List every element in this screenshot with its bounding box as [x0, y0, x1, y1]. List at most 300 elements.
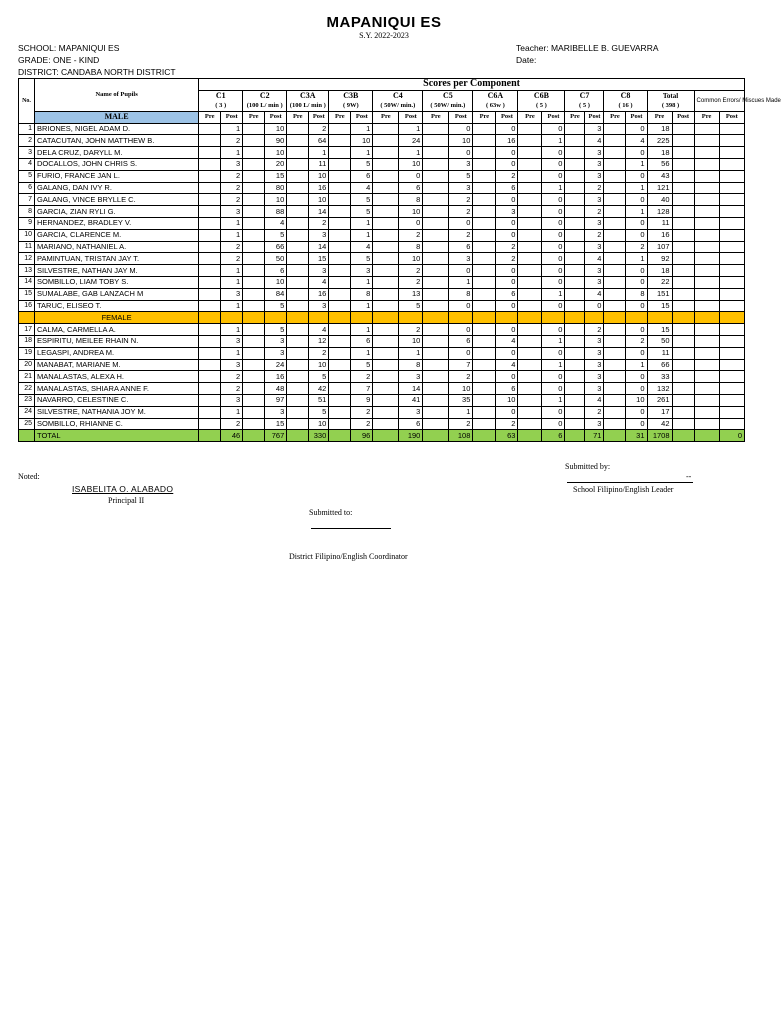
scores-table — [18, 78, 781, 442]
pre-score — [329, 335, 351, 347]
pre-score — [604, 170, 626, 182]
pre-score — [329, 359, 351, 371]
total-post-score — [672, 394, 694, 406]
pupil-name: MARIANO, NATHANIEL A. — [35, 241, 199, 253]
pre-score — [329, 288, 351, 300]
post-score: 6 — [496, 383, 518, 395]
pupil-name: SUMALABE, GAB LANZACH M — [35, 288, 199, 300]
pre-score — [473, 418, 496, 430]
pre-score — [373, 418, 399, 430]
pupil-number: 11 — [19, 241, 35, 253]
female-blank — [719, 312, 744, 324]
pre-score — [473, 194, 496, 206]
pre-score — [473, 147, 496, 159]
table-row — [19, 394, 745, 406]
pupil-number: 5 — [19, 170, 35, 182]
errors-post — [719, 241, 744, 253]
pre-score — [287, 371, 309, 383]
pre-score — [199, 265, 221, 277]
post-score: 0 — [496, 158, 518, 170]
signature-line-leader — [567, 482, 693, 483]
grand-total-post — [672, 430, 694, 442]
pre-score — [565, 288, 585, 300]
pre-score — [199, 123, 221, 135]
post-score: 2 — [351, 371, 373, 383]
total-score: 96 — [351, 430, 373, 442]
pre-score — [329, 135, 351, 147]
post-score: 11 — [309, 158, 329, 170]
pre-score — [518, 123, 542, 135]
post-score: 8 — [399, 194, 423, 206]
pupil-name: LEGASPI, ANDREA M. — [35, 347, 199, 359]
post-score: 16 — [265, 371, 287, 383]
post-score: 1 — [221, 324, 243, 336]
errors-post — [719, 217, 744, 229]
pre-score — [287, 253, 309, 265]
pre-score — [423, 324, 449, 336]
post-score: 1 — [221, 347, 243, 359]
pre-score — [329, 194, 351, 206]
pre-score — [243, 276, 265, 288]
post-score: 3 — [585, 418, 604, 430]
post-score: 16 — [309, 182, 329, 194]
post-score: 2 — [399, 324, 423, 336]
pupil-number: 18 — [19, 335, 35, 347]
errors-post — [719, 324, 744, 336]
pupil-number: 9 — [19, 217, 35, 229]
post-score: 3 — [265, 406, 287, 418]
pupil-name: MANALASTAS, ALEXA H. — [35, 371, 199, 383]
pre-header: Pre — [199, 111, 221, 123]
pupil-name: SILVESTRE, NATHANIA JOY M. — [35, 406, 199, 418]
post-score: 1 — [542, 394, 565, 406]
post-score: 2 — [449, 194, 473, 206]
pre-score — [329, 206, 351, 218]
post-score: 5 — [265, 229, 287, 241]
post-score: 1 — [221, 229, 243, 241]
post-score: 1 — [399, 147, 423, 159]
post-score: 0 — [496, 194, 518, 206]
noted-label: Noted: — [18, 472, 40, 481]
pre-score — [329, 371, 351, 383]
post-score: 1 — [221, 265, 243, 277]
pre-score — [329, 324, 351, 336]
pre-score — [473, 217, 496, 229]
total-post-score — [672, 359, 694, 371]
total-pre-score: 151 — [647, 288, 672, 300]
pre-score — [199, 217, 221, 229]
pre-score — [243, 383, 265, 395]
post-score: 0 — [585, 300, 604, 312]
pre-score — [423, 182, 449, 194]
total-header — [647, 90, 694, 111]
pre-score — [604, 123, 626, 135]
post-score: 10 — [626, 394, 647, 406]
pre-score — [473, 135, 496, 147]
errors-post — [719, 371, 744, 383]
post-score: 0 — [626, 217, 647, 229]
pre-score — [473, 324, 496, 336]
pre-score — [565, 206, 585, 218]
post-score: 0 — [542, 265, 565, 277]
post-score: 0 — [496, 276, 518, 288]
component-max: ( 50W/ min.) — [380, 101, 416, 109]
post-score: 14 — [309, 206, 329, 218]
post-score: 64 — [309, 135, 329, 147]
errors-post — [719, 135, 744, 147]
female-blank — [329, 312, 351, 324]
table-row — [19, 300, 745, 312]
component-code: C2 — [259, 90, 270, 100]
pupil-number: 12 — [19, 253, 35, 265]
pre-score — [565, 359, 585, 371]
post-score: 3 — [585, 241, 604, 253]
pre-score — [373, 158, 399, 170]
table-row — [19, 123, 745, 135]
pre-score — [199, 229, 221, 241]
pre-score — [287, 158, 309, 170]
total-post-score — [672, 135, 694, 147]
pre-score — [473, 347, 496, 359]
pre-score — [473, 300, 496, 312]
total-score: 6 — [542, 430, 565, 442]
table-row — [19, 335, 745, 347]
post-score: 0 — [542, 229, 565, 241]
pre-score — [373, 123, 399, 135]
pre-score — [423, 217, 449, 229]
pre-score — [473, 288, 496, 300]
total-post-score — [672, 123, 694, 135]
post-score: 0 — [626, 229, 647, 241]
pre-score — [473, 182, 496, 194]
pre-score — [473, 170, 496, 182]
pupil-number: 16 — [19, 300, 35, 312]
female-blank — [473, 312, 496, 324]
post-score: 2 — [221, 135, 243, 147]
post-score: 3 — [221, 158, 243, 170]
errors-post — [719, 288, 744, 300]
total-pre-score: 50 — [647, 335, 672, 347]
post-score: 15 — [265, 418, 287, 430]
pre-score — [199, 371, 221, 383]
post-score: 4 — [496, 335, 518, 347]
pre-score — [473, 359, 496, 371]
submitted-by-label: Submitted by: — [565, 462, 611, 471]
pre-score — [423, 383, 449, 395]
pupil-name: ESPIRITU, MEILEE RHAIN N. — [35, 335, 199, 347]
female-blank — [373, 312, 399, 324]
total-post-score — [672, 265, 694, 277]
female-blank — [694, 312, 719, 324]
female-blank — [585, 312, 604, 324]
pre-score — [473, 206, 496, 218]
total-pre-score: 225 — [647, 135, 672, 147]
post-score: 88 — [265, 206, 287, 218]
post-score: 1 — [542, 182, 565, 194]
post-score: 0 — [449, 347, 473, 359]
total-score: 71 — [585, 430, 604, 442]
pre-score — [287, 123, 309, 135]
pre-score — [373, 347, 399, 359]
post-header: Post — [626, 111, 647, 123]
post-score: 0 — [449, 217, 473, 229]
pre-score — [329, 170, 351, 182]
pre-score — [423, 194, 449, 206]
pre-score — [565, 265, 585, 277]
pre-score — [604, 324, 626, 336]
pre-score — [473, 241, 496, 253]
post-score: 10 — [449, 383, 473, 395]
female-blank — [199, 312, 221, 324]
component-header-c6b — [518, 90, 565, 111]
post-score: 4 — [265, 217, 287, 229]
errors-pre — [694, 288, 719, 300]
signature-dash: -- — [686, 472, 692, 481]
pre-score — [604, 371, 626, 383]
pre-score — [373, 394, 399, 406]
pre-score — [199, 324, 221, 336]
total-post-score — [672, 406, 694, 418]
pupil-name: SOMBILLO, RHIANNE C. — [35, 418, 199, 430]
errors-pre — [694, 347, 719, 359]
pre-score — [329, 418, 351, 430]
post-score: 6 — [351, 335, 373, 347]
post-score: 50 — [265, 253, 287, 265]
post-score: 10 — [399, 206, 423, 218]
pre-header: Pre — [647, 111, 672, 123]
post-header: Post — [672, 111, 694, 123]
pre-score — [373, 206, 399, 218]
errors-pre — [694, 371, 719, 383]
female-blank — [399, 312, 423, 324]
post-score: 2 — [496, 418, 518, 430]
post-score: 0 — [449, 147, 473, 159]
post-score: 15 — [309, 253, 329, 265]
post-score: 0 — [496, 147, 518, 159]
post-score: 1 — [449, 406, 473, 418]
post-score: 2 — [221, 194, 243, 206]
post-score: 10 — [351, 135, 373, 147]
pre-header: Pre — [473, 111, 496, 123]
male-label: MALE — [35, 111, 199, 123]
post-score: 6 — [351, 170, 373, 182]
errors-post — [719, 265, 744, 277]
post-score: 3 — [585, 383, 604, 395]
post-header: Post — [585, 111, 604, 123]
pre-header: Pre — [329, 111, 351, 123]
post-score: 0 — [496, 265, 518, 277]
pre-score — [565, 347, 585, 359]
pre-score — [604, 383, 626, 395]
pre-score — [243, 300, 265, 312]
pre-score — [373, 194, 399, 206]
pre-score — [604, 276, 626, 288]
post-header: Post — [399, 111, 423, 123]
pupil-number: 23 — [19, 394, 35, 406]
pre-score — [604, 265, 626, 277]
post-score: 4 — [585, 288, 604, 300]
pre-score — [243, 123, 265, 135]
post-score: 1 — [399, 347, 423, 359]
total-pre — [604, 430, 626, 442]
post-score: 4 — [585, 253, 604, 265]
post-score: 0 — [542, 371, 565, 383]
principal-name: ISABELITA O. ALABADO — [72, 484, 174, 494]
pre-score — [287, 276, 309, 288]
post-score: 8 — [399, 359, 423, 371]
post-score: 16 — [496, 135, 518, 147]
errors-post — [719, 406, 744, 418]
errors-pre — [694, 335, 719, 347]
post-score: 3 — [585, 265, 604, 277]
pre-score — [329, 383, 351, 395]
post-score: 0 — [626, 194, 647, 206]
pre-score — [518, 158, 542, 170]
pre-score — [423, 406, 449, 418]
post-score: 3 — [585, 347, 604, 359]
post-score: 5 — [351, 359, 373, 371]
post-score: 24 — [265, 359, 287, 371]
post-score: 3 — [449, 158, 473, 170]
table-row — [19, 276, 745, 288]
errors-pre — [694, 253, 719, 265]
table-row — [19, 194, 745, 206]
post-score: 4 — [309, 276, 329, 288]
total-pre — [565, 430, 585, 442]
pre-score — [565, 217, 585, 229]
post-score: 90 — [265, 135, 287, 147]
post-score: 41 — [399, 394, 423, 406]
pupil-name: DOCALLOS, JOHN CHRIS S. — [35, 158, 199, 170]
errors-total: 0 — [719, 430, 744, 442]
total-pre — [243, 430, 265, 442]
pre-score — [423, 418, 449, 430]
errors-post — [719, 229, 744, 241]
female-blank — [351, 312, 373, 324]
pre-score — [518, 206, 542, 218]
pre-score — [243, 288, 265, 300]
pre-score — [373, 288, 399, 300]
female-blank — [287, 312, 309, 324]
pre-score — [565, 241, 585, 253]
errors-pre — [694, 406, 719, 418]
teacher-label: Teacher: MARIBELLE B. GUEVARRA — [516, 43, 659, 53]
page-title: MAPANIQUI ES — [326, 14, 442, 31]
pre-score — [604, 206, 626, 218]
pupil-number: 24 — [19, 406, 35, 418]
female-label: FEMALE — [35, 312, 199, 324]
pupil-number: 10 — [19, 229, 35, 241]
total-score: 63 — [496, 430, 518, 442]
errors-post — [719, 158, 744, 170]
post-score: 3 — [449, 182, 473, 194]
component-max: (100 L/ min ) — [289, 101, 326, 109]
pupil-number: 2 — [19, 135, 35, 147]
post-score: 0 — [542, 418, 565, 430]
errors-pre — [694, 217, 719, 229]
errors-pre — [694, 241, 719, 253]
post-score: 2 — [221, 383, 243, 395]
female-blank — [672, 312, 694, 324]
pre-score — [373, 300, 399, 312]
errors-pre — [694, 206, 719, 218]
post-score: 10 — [265, 276, 287, 288]
post-score: 0 — [542, 276, 565, 288]
post-score: 3 — [221, 335, 243, 347]
post-score: 10 — [309, 194, 329, 206]
pre-score — [565, 324, 585, 336]
pre-score — [287, 147, 309, 159]
post-score: 97 — [265, 394, 287, 406]
pupil-number: 7 — [19, 194, 35, 206]
pre-score — [373, 276, 399, 288]
pre-score — [518, 241, 542, 253]
pre-score — [565, 135, 585, 147]
pre-header: Pre — [287, 111, 309, 123]
pre-score — [199, 288, 221, 300]
errors-pre — [694, 300, 719, 312]
post-score: 1 — [351, 324, 373, 336]
post-header: Post — [449, 111, 473, 123]
post-score: 2 — [496, 253, 518, 265]
pre-score — [565, 147, 585, 159]
post-score: 1 — [351, 347, 373, 359]
common-errors-header: Common Errors/ Miscues Made — [694, 90, 744, 111]
pre-score — [243, 347, 265, 359]
total-pre — [473, 430, 496, 442]
post-score: 7 — [351, 383, 373, 395]
pre-score — [518, 253, 542, 265]
post-score: 0 — [626, 276, 647, 288]
pre-score — [329, 241, 351, 253]
pre-score — [565, 158, 585, 170]
pupil-number: 6 — [19, 182, 35, 194]
pupil-name: BRIONES, NIGEL ADAM D. — [35, 123, 199, 135]
pre-header: Pre — [373, 111, 399, 123]
post-score: 0 — [496, 324, 518, 336]
component-code: C3A — [299, 90, 316, 100]
pre-score — [423, 135, 449, 147]
post-score: 1 — [626, 359, 647, 371]
pupil-name: CATACUTAN, JOHN MATTHEW B. — [35, 135, 199, 147]
total-pre-score: 56 — [647, 158, 672, 170]
pre-score — [604, 394, 626, 406]
post-score: 66 — [265, 241, 287, 253]
pupil-name: MANABAT, MARIANE M. — [35, 359, 199, 371]
errors-pre — [694, 147, 719, 159]
errors-post — [719, 206, 744, 218]
female-blank — [565, 312, 585, 324]
pre-score — [199, 158, 221, 170]
pre-score — [423, 347, 449, 359]
pre-score — [473, 265, 496, 277]
pre-score — [329, 182, 351, 194]
post-score: 0 — [626, 265, 647, 277]
post-score: 6 — [449, 335, 473, 347]
pre-score — [287, 182, 309, 194]
total-post-score — [672, 147, 694, 159]
post-score: 2 — [351, 406, 373, 418]
pre-score — [243, 147, 265, 159]
post-score: 3 — [265, 347, 287, 359]
school-label: SCHOOL: MAPANIQUI ES — [18, 43, 120, 53]
pupil-number: 8 — [19, 206, 35, 218]
total-pre — [287, 430, 309, 442]
post-score: 2 — [585, 324, 604, 336]
pre-score — [473, 383, 496, 395]
pre-score — [329, 253, 351, 265]
pre-score — [565, 418, 585, 430]
